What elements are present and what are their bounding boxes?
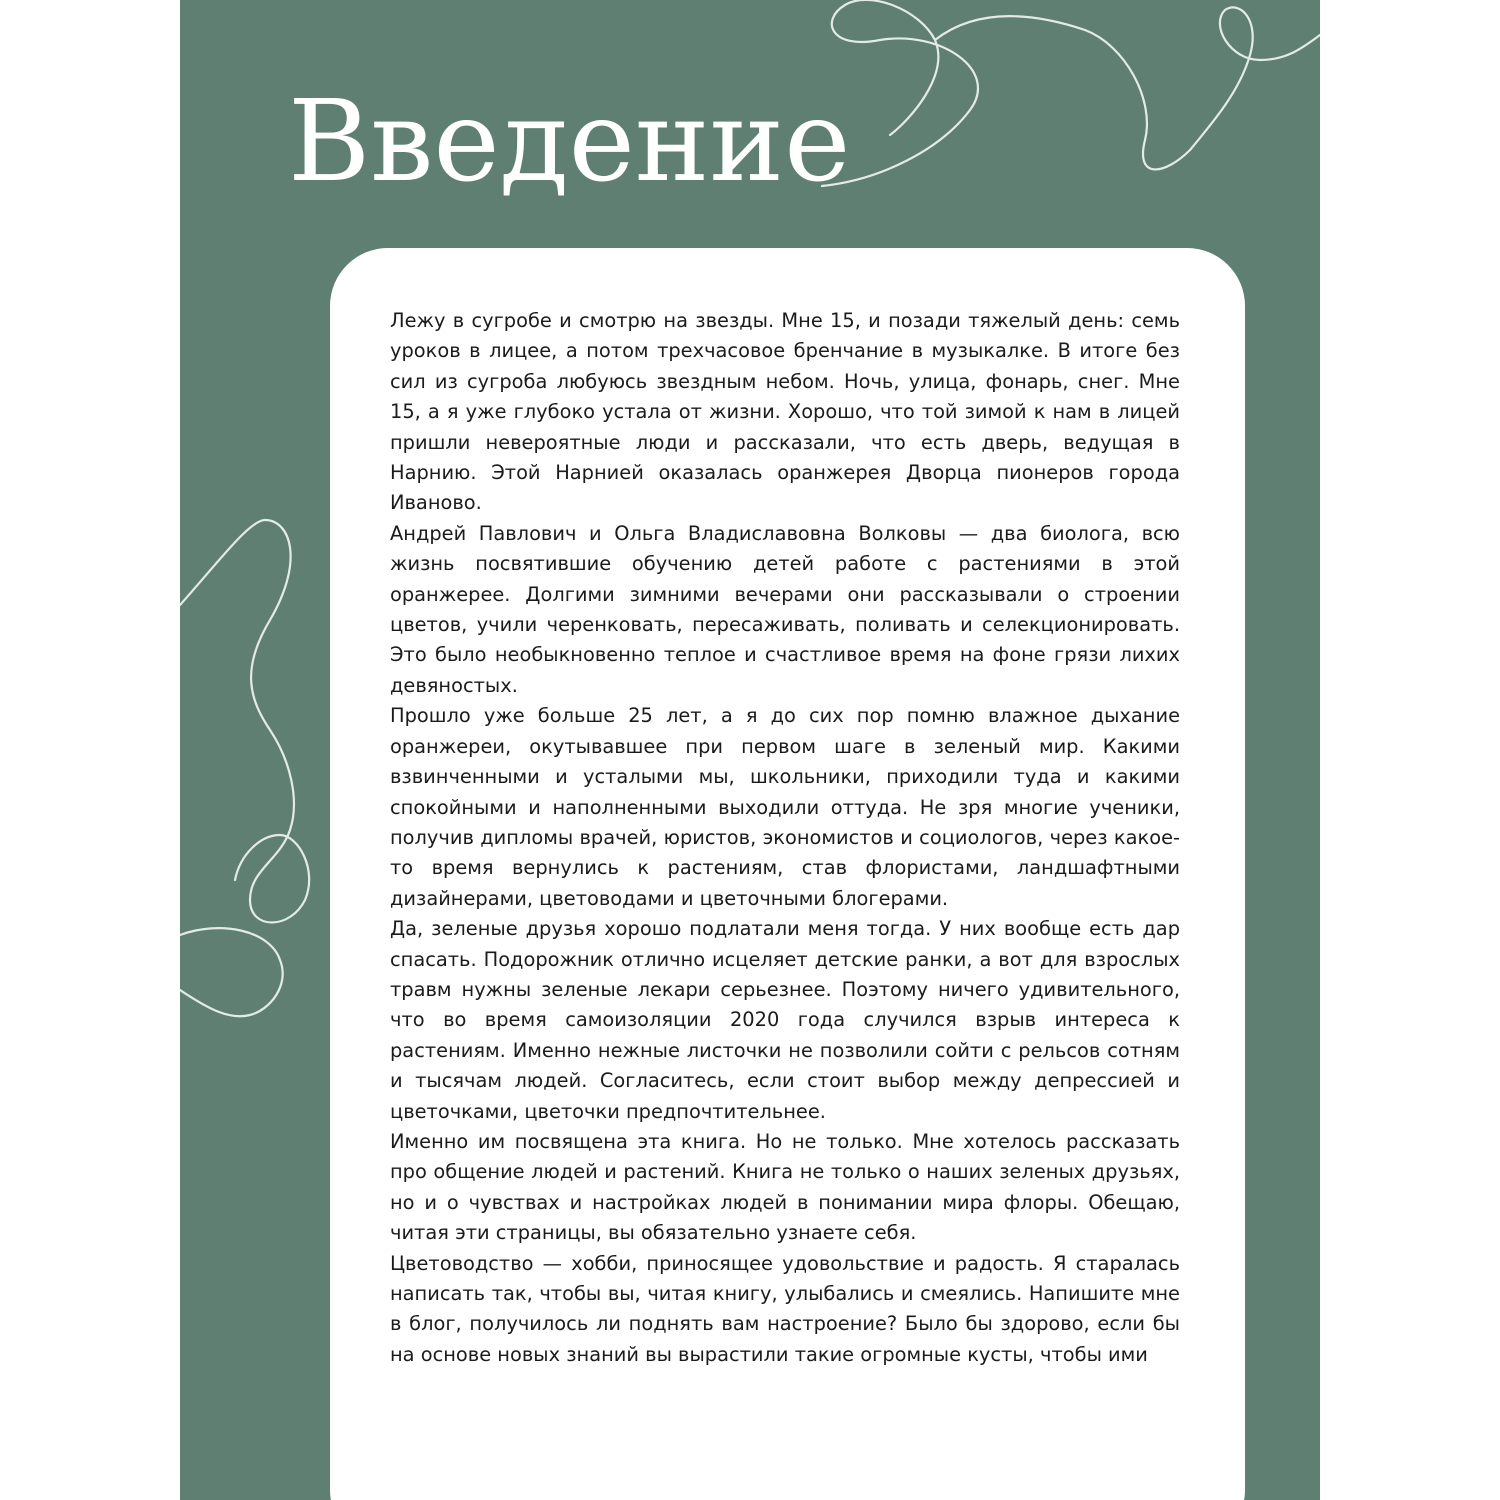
paragraph: Именно им посвящена эта книга. Но не только. Мне хотелось рассказать про общение людей и растений. Книга не только о наших зеленых друзьях, но и о чувствах и настройках людей в понимании мира флоры. Обещаю, читая эти страницы, вы обязательно узнаете себя. <box>390 1129 1180 1245</box>
book-page <box>180 0 1320 1500</box>
paragraph: Цветоводство — хобби, приносящее удовольствие и радость. Я старалась написать так, чтобы вы, читая книгу, улыбались и смеялись. Напишите мне в блог, получилось ли поднять вам настроение? Было бы здорово, если бы на основе новых знаний вы вырастили такие огромные кусты, чтобы ими <box>390 1251 1180 1366</box>
body-text <box>390 306 1180 1370</box>
paragraph: Лежу в сугробе и смотрю на звезды. Мне 15, и позади тяжелый день: семь уроков в лицее, а потом трехчасовое бренчание в музыкалке. В итоге без сил из сугроба любуюсь звездным небом. Ночь, улица, фонарь, снег. Мне 15, а я уже глубоко устала от жизни. Хорошо, что той зимой к нам в лицей пришли невероятные люди и рассказали, что есть дверь, ведущая в Нарнию. Этой Нарнией оказалась оранжерея Дворца пионеров города Иваново. <box>390 309 1180 515</box>
content-card <box>330 248 1245 1500</box>
page-title: Введение <box>288 77 851 207</box>
paragraph: Андрей Павлович и Ольга Владиславовна Волковы — два биолога, всю жизнь посвятившие обучению детей работе с растениями в этой оранжерее. Долгими зимними вечерами они рассказывали о строении цветов, учили черенковать, пересаживать, поливать и селекционировать. Это было необыкновенно теплое и счастливое время на фоне грязи лихих девяностых. <box>390 521 1180 697</box>
paragraph: Да, зеленые друзья хорошо подлатали меня тогда. У них вообще есть дар спасать. Подорожник отлично исцеляет детские ранки, а вот для взрослых травм нужны зеленые лекари серьезнее. Поэтому ничего удивительного, что во время самоизоляции 2020 года случился взрыв интереса к растениям. Именно нежные листочки не позволили сойти с рельсов сотням и тысячам людей. Согласитесь, если стоит выбор между депрессией и цветочками, цветочки предпочтительнее. <box>390 917 1180 1123</box>
paragraph: Прошло уже больше 25 лет, а я до сих пор помню влажное дыхание оранжереи, окутывавшее при первом шаге в зеленый мир. Какими взвинченными и усталыми мы, школьники, приходили туда и какими спокойными и наполненными выходили оттуда. Не зря многие ученики, получив дипломы врачей, юристов, экономистов и социологов, через какое-то время вернулись к растениям, став флористами, ландшафтными дизайнерами, цветоводами и цветочными блогерами. <box>390 704 1180 910</box>
